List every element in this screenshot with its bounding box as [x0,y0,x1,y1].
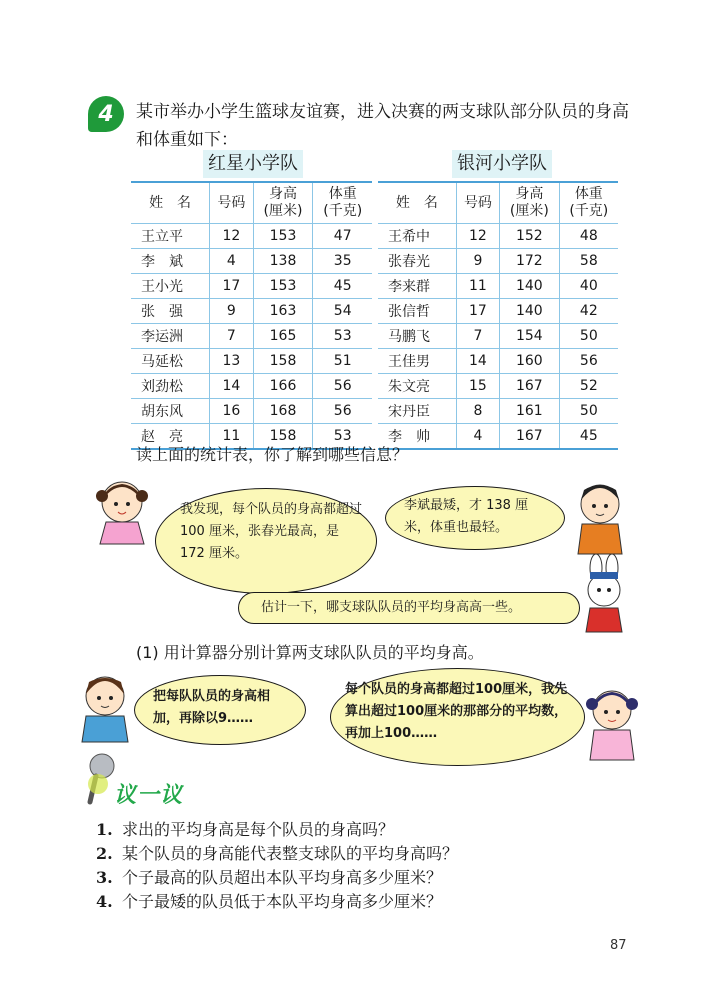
weight-cell: 42 [559,299,618,324]
team-b-table [378,181,618,450]
height-cell: 160 [500,349,560,374]
player-name: 李来群 [378,274,456,299]
jersey-number: 12 [210,224,253,249]
table-row [378,399,618,424]
player-name: 王小光 [131,274,210,299]
rabbit-speech-text: 估计一下，哪支球队队员的平均身高高一些。 [261,600,522,615]
player-name: 李 帅 [378,424,456,450]
weight-cell: 50 [559,399,618,424]
jersey-number: 16 [210,399,253,424]
height-cell: 153 [253,224,313,249]
table-row [131,249,372,274]
girl-speech-bubble [155,488,377,594]
question-2 [96,841,458,864]
read-question: 读上面的统计表，你了解到哪些信息？ [136,445,409,464]
question-number: 1. [96,820,113,839]
table-row [378,324,618,349]
height-cell: 152 [500,224,560,249]
jersey-number: 12 [456,224,499,249]
jersey-number: 15 [456,374,499,399]
boy-speech-text: 李斌最矮，才 138 厘米，体重也最轻。 [404,498,529,535]
boy2-speech-bubble [134,675,306,745]
table-row [378,374,618,399]
team-a-title: 红星小学队 [203,150,303,178]
height-cell: 163 [253,299,313,324]
jersey-number: 17 [210,274,253,299]
weight-cell: 40 [559,274,618,299]
player-name: 张信哲 [378,299,456,324]
height-cell: 158 [253,349,313,374]
jersey-number: 11 [210,424,253,450]
boy-speech-bubble [385,486,565,550]
weight-cell: 35 [313,249,372,274]
player-name: 马延松 [131,349,210,374]
weight-cell: 56 [313,399,372,424]
question-number: 3. [96,868,113,887]
question-text: 个子最矮的队员低于本队平均身高多少厘米？ [122,892,443,911]
column-header: 体重 (千克) [313,182,372,224]
page-number: 87 [610,938,627,953]
discussion-title: 议一议 [114,783,184,808]
jersey-number: 7 [456,324,499,349]
column-header: 身高 (厘米) [500,182,560,224]
column-header: 号码 [456,182,499,224]
height-cell: 168 [253,399,313,424]
height-cell: 165 [253,324,313,349]
problem-number-badge: 4 [88,96,124,132]
boy2-illustration [76,668,134,742]
player-name: 宋丹臣 [378,399,456,424]
height-cell: 167 [500,374,560,399]
question-4 [96,889,442,912]
boy-illustration [572,476,628,556]
rabbit-illustration [574,556,634,634]
column-header: 姓 名 [131,182,210,224]
weight-cell: 52 [559,374,618,399]
height-cell: 138 [253,249,313,274]
weight-cell: 56 [313,374,372,399]
player-name: 王佳男 [378,349,456,374]
table-row [131,349,372,374]
jersey-number: 7 [210,324,253,349]
table-row [131,224,372,249]
girl-illustration [92,472,152,544]
table-header-row [378,182,618,224]
height-cell: 167 [500,424,560,450]
height-cell: 140 [500,274,560,299]
table-row [378,274,618,299]
table-row [131,399,372,424]
question-3 [96,865,442,888]
girl-speech-text: 我发现，每个队员的身高都超过 100 厘米，张春光最高，是 172 厘米。 [180,502,363,561]
player-name: 刘劲松 [131,374,210,399]
question-number: 2. [96,844,113,863]
weight-cell: 50 [559,324,618,349]
column-header: 身高 (厘米) [253,182,313,224]
height-cell: 140 [500,299,560,324]
question-text: 个子最高的队员超出本队平均身高多少厘米？ [122,868,443,887]
column-header: 姓 名 [378,182,456,224]
problem-text: 某市举办小学生篮球友谊赛，进入决赛的两支球队部分队员的身高和体重如下： [136,102,629,150]
weight-cell: 51 [313,349,372,374]
height-cell: 172 [500,249,560,274]
player-name: 王立平 [131,224,210,249]
weight-cell: 45 [313,274,372,299]
height-cell: 153 [253,274,313,299]
player-name: 赵 亮 [131,424,210,450]
weight-cell: 47 [313,224,372,249]
player-name: 朱文亮 [378,374,456,399]
table-row [131,299,372,324]
weight-cell: 58 [559,249,618,274]
rabbit-speech-bubble [238,592,580,624]
height-cell: 166 [253,374,313,399]
jersey-number: 4 [210,249,253,274]
question-text: 某个队员的身高能代表整支球队的平均身高吗？ [122,844,459,863]
question-1 [96,817,394,840]
table-row [378,224,618,249]
height-cell: 154 [500,324,560,349]
player-name: 马鹏飞 [378,324,456,349]
girl2-speech-bubble [330,668,585,766]
player-name: 王希中 [378,224,456,249]
jersey-number: 4 [456,424,499,450]
jersey-number: 13 [210,349,253,374]
boy2-speech-text: 把每队队员的身高相加，再除以9…… [153,689,271,726]
table-row [131,374,372,399]
column-header: 体重 (千克) [559,182,618,224]
question-number: 4. [96,892,113,911]
weight-cell: 48 [559,224,618,249]
jersey-number: 17 [456,299,499,324]
player-name: 胡东风 [131,399,210,424]
jersey-number: 14 [456,349,499,374]
table-row [131,274,372,299]
jersey-number: 14 [210,374,253,399]
girl2-illustration [584,680,640,760]
player-name: 李 斌 [131,249,210,274]
team-a-table [131,181,372,450]
player-name: 张春光 [378,249,456,274]
jersey-number: 11 [456,274,499,299]
table-row [378,424,618,450]
table-row [378,299,618,324]
jersey-number: 9 [210,299,253,324]
player-name: 张 强 [131,299,210,324]
question-text: 求出的平均身高是每个队员的身高吗？ [122,820,395,839]
height-cell: 161 [500,399,560,424]
team-b-title: 银河小学队 [452,150,552,178]
table-header-row [131,182,372,224]
microphone-icon [84,752,118,806]
height-cell: 158 [253,424,313,450]
weight-cell: 54 [313,299,372,324]
weight-cell: 53 [313,324,372,349]
weight-cell: 56 [559,349,618,374]
player-name: 李运洲 [131,324,210,349]
table-row [378,349,618,374]
table-row [131,324,372,349]
table-row [378,249,618,274]
column-header: 号码 [210,182,253,224]
girl2-speech-text: 每个队员的身高都超过100厘米，我先算出超过100厘米的那部分的平均数，再加上100…… [345,682,568,741]
jersey-number: 8 [456,399,499,424]
calc-task: (1) 用计算器分别计算两支球队队员的平均身高。 [136,643,484,662]
jersey-number: 9 [456,249,499,274]
weight-cell: 45 [559,424,618,450]
weight-cell: 53 [313,424,372,450]
